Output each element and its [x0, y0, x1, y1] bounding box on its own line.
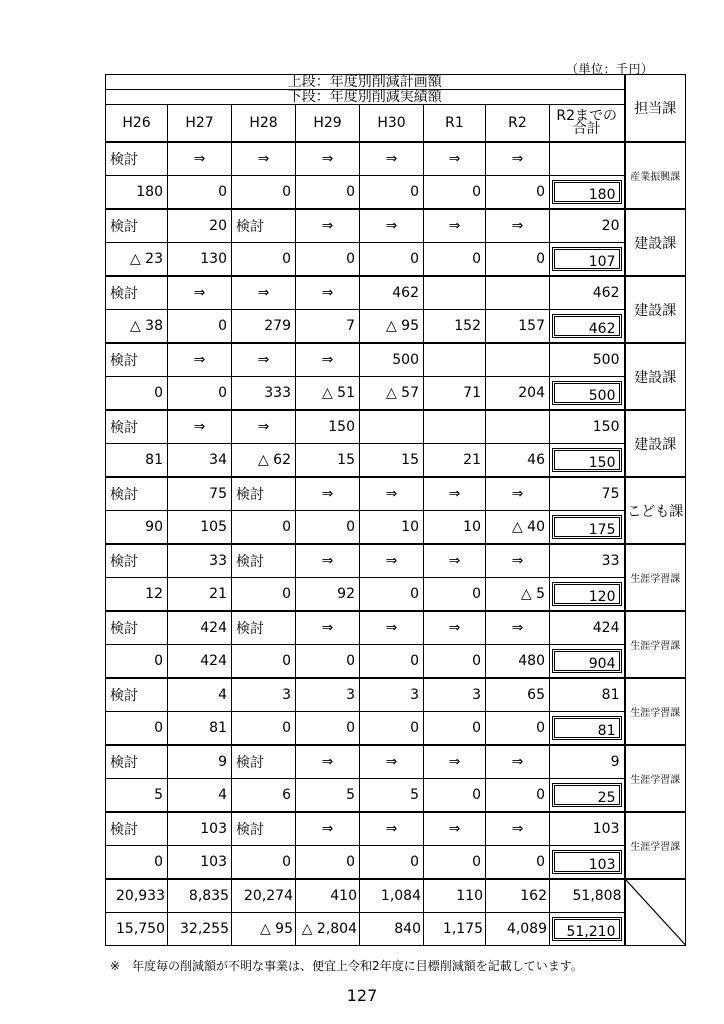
plan-cell: 462: [360, 276, 424, 310]
actual-cell: 0: [360, 712, 424, 746]
actual-cell: 0: [424, 846, 486, 880]
totals-plan-cell: 110: [424, 879, 486, 913]
actual-total-cell: [550, 779, 625, 813]
actual-row: [106, 310, 686, 344]
actual-cell: 0: [424, 176, 486, 210]
plan-cell: 検討: [106, 343, 168, 377]
plan-cell: 検討: [106, 812, 168, 846]
actual-cell: 0: [360, 243, 424, 277]
plan-cell: 33: [168, 544, 232, 578]
plan-cell: 検討: [106, 745, 168, 779]
plan-total-cell: 500: [550, 343, 625, 377]
plan-cell: 65: [486, 678, 550, 712]
actual-total-cell: [550, 645, 625, 679]
plan-cell: 3: [296, 678, 360, 712]
actual-total-box: 180: [552, 180, 622, 204]
totals-plan-cell: 1,084: [360, 879, 424, 913]
actual-cell: 0: [106, 846, 168, 880]
actual-total-box: 150: [552, 448, 622, 472]
year-header-r1: R1: [424, 105, 486, 143]
actual-total-cell: [550, 712, 625, 746]
year-header-h30: H30: [360, 105, 424, 143]
actual-cell: 0: [168, 310, 232, 344]
actual-cell: 6: [232, 779, 296, 813]
plan-total-cell: [550, 142, 625, 176]
actual-cell: 81: [168, 712, 232, 746]
actual-cell: △ 95: [360, 310, 424, 344]
plan-cell: ⇒: [360, 745, 424, 779]
totals-actual-total: [550, 913, 625, 946]
plan-cell: ⇒: [360, 812, 424, 846]
totals-actual-cell: 1,175: [424, 913, 486, 946]
plan-cell: [424, 343, 486, 377]
dept-cell: 生涯学習課: [625, 544, 686, 611]
actual-cell: 5: [360, 779, 424, 813]
actual-cell: 0: [296, 243, 360, 277]
plan-cell: ⇒: [360, 544, 424, 578]
totals-actual-total-box: 51,210: [552, 917, 622, 941]
plan-cell: [424, 410, 486, 444]
plan-cell: ⇒: [296, 142, 360, 176]
dept-cell: 生涯学習課: [625, 678, 686, 745]
totals-plan-cell: 162: [486, 879, 550, 913]
plan-row: [106, 477, 686, 511]
plan-cell: ⇒: [486, 745, 550, 779]
plan-cell: 75: [168, 477, 232, 511]
totals-plan-cell: 20,274: [232, 879, 296, 913]
actual-cell: 15: [296, 444, 360, 478]
actual-cell: 0: [486, 243, 550, 277]
plan-cell: ⇒: [360, 611, 424, 645]
r2-total-header-line2: 合計: [572, 121, 601, 137]
actual-cell: 0: [106, 377, 168, 411]
plan-row: [106, 410, 686, 444]
actual-total-box: 904: [552, 649, 622, 673]
dept-cell: 産業振興課: [625, 142, 686, 209]
actual-total-box: 500: [552, 381, 622, 405]
actual-total-cell: [550, 846, 625, 880]
actual-cell: 0: [232, 846, 296, 880]
plan-cell: 検討: [106, 209, 168, 243]
actual-total-box: 107: [552, 247, 622, 271]
actual-total-cell: [550, 243, 625, 277]
actual-cell: 71: [424, 377, 486, 411]
year-header-h29: H29: [296, 105, 360, 143]
plan-total-cell: 33: [550, 544, 625, 578]
actual-cell: 21: [424, 444, 486, 478]
plan-cell: 検討: [106, 276, 168, 310]
blank-diagonal-cell: [625, 879, 686, 946]
actual-total-box: 25: [552, 783, 622, 807]
plan-cell: ⇒: [424, 209, 486, 243]
plan-cell: ⇒: [424, 142, 486, 176]
actual-cell: 15: [360, 444, 424, 478]
dept-cell: 建設課: [625, 209, 686, 276]
plan-total-cell: 81: [550, 678, 625, 712]
r2-total-header-line1: R2までの: [556, 108, 618, 124]
footnote: ※ 年度毎の削減額が不明な事業は、便宜上令和2年度に目標削減額を記載しています。: [110, 959, 583, 973]
plan-cell: ⇒: [486, 544, 550, 578]
totals-actual-cell: 15,750: [106, 913, 168, 946]
actual-cell: 46: [486, 444, 550, 478]
budget-reduction-table: [105, 74, 686, 946]
plan-cell: 検討: [106, 678, 168, 712]
diagonal-line: [626, 880, 686, 945]
dept-cell: 生涯学習課: [625, 611, 686, 678]
actual-total-box: 81: [552, 716, 622, 740]
plan-cell: ⇒: [232, 410, 296, 444]
actual-cell: 0: [360, 846, 424, 880]
actual-total-box: 175: [552, 515, 622, 539]
actual-cell: 5: [296, 779, 360, 813]
actual-row: [106, 176, 686, 210]
actual-cell: 0: [232, 511, 296, 545]
actual-cell: △ 23: [106, 243, 168, 277]
totals-actual-cell: 32,255: [168, 913, 232, 946]
plan-cell: ⇒: [424, 812, 486, 846]
plan-cell: ⇒: [168, 276, 232, 310]
actual-row: [106, 243, 686, 277]
actual-cell: 0: [232, 645, 296, 679]
actual-row: [106, 712, 686, 746]
plan-total-cell: 462: [550, 276, 625, 310]
plan-cell: ⇒: [360, 477, 424, 511]
plan-total-cell: 424: [550, 611, 625, 645]
plan-cell: 424: [168, 611, 232, 645]
actual-cell: 34: [168, 444, 232, 478]
plan-cell: 検討: [232, 477, 296, 511]
totals-actual-cell: △ 2,804: [296, 913, 360, 946]
plan-cell: ⇒: [486, 611, 550, 645]
actual-cell: 130: [168, 243, 232, 277]
plan-row: [106, 745, 686, 779]
actual-total-cell: [550, 310, 625, 344]
totals-plan-cell: 8,835: [168, 879, 232, 913]
plan-cell: 4: [168, 678, 232, 712]
actual-legend: 下段：年度別削減実績額: [106, 90, 625, 105]
r2-total-header: [550, 105, 625, 143]
plan-cell: ⇒: [296, 745, 360, 779]
actual-cell: 152: [424, 310, 486, 344]
actual-cell: 0: [296, 176, 360, 210]
actual-cell: 92: [296, 578, 360, 612]
plan-cell: 3: [424, 678, 486, 712]
actual-cell: 0: [168, 176, 232, 210]
plan-row: [106, 209, 686, 243]
plan-cell: ⇒: [168, 142, 232, 176]
plan-cell: [360, 410, 424, 444]
plan-cell: ⇒: [296, 209, 360, 243]
actual-cell: 0: [424, 712, 486, 746]
actual-row: [106, 511, 686, 545]
dept-cell: こども課: [625, 477, 686, 544]
actual-cell: 279: [232, 310, 296, 344]
plan-legend: 上段：年度別削減計画額: [106, 75, 625, 90]
actual-cell: △ 38: [106, 310, 168, 344]
year-header-h28: H28: [232, 105, 296, 143]
actual-cell: 90: [106, 511, 168, 545]
plan-cell: ⇒: [424, 745, 486, 779]
dept-cell: 建設課: [625, 410, 686, 477]
plan-row: [106, 678, 686, 712]
actual-cell: 10: [424, 511, 486, 545]
plan-cell: 検討: [106, 410, 168, 444]
actual-cell: 0: [106, 712, 168, 746]
dept-cell: 生涯学習課: [625, 745, 686, 812]
plan-total-cell: 150: [550, 410, 625, 444]
actual-cell: 0: [106, 645, 168, 679]
actual-cell: 0: [424, 578, 486, 612]
totals-actual-row: [106, 913, 686, 946]
totals-plan-row: [106, 879, 686, 913]
actual-cell: 0: [232, 243, 296, 277]
plan-cell: 検討: [106, 611, 168, 645]
actual-row: [106, 846, 686, 880]
plan-cell: ⇒: [296, 812, 360, 846]
plan-cell: [486, 343, 550, 377]
actual-total-cell: [550, 176, 625, 210]
plan-total-cell: 103: [550, 812, 625, 846]
year-header-h26: H26: [106, 105, 168, 143]
plan-cell: 検討: [232, 544, 296, 578]
totals-actual-cell: △ 95: [232, 913, 296, 946]
plan-cell: ⇒: [486, 209, 550, 243]
plan-cell: 検討: [232, 745, 296, 779]
plan-cell: 検討: [106, 544, 168, 578]
plan-cell: 検討: [106, 142, 168, 176]
actual-total-box: 103: [552, 850, 622, 874]
plan-row: [106, 142, 686, 176]
plan-cell: 20: [168, 209, 232, 243]
actual-cell: 333: [232, 377, 296, 411]
actual-cell: 0: [486, 779, 550, 813]
plan-row: [106, 544, 686, 578]
plan-cell: 500: [360, 343, 424, 377]
actual-cell: △ 40: [486, 511, 550, 545]
plan-cell: ⇒: [486, 812, 550, 846]
plan-cell: ⇒: [296, 276, 360, 310]
actual-cell: 10: [360, 511, 424, 545]
actual-cell: 81: [106, 444, 168, 478]
plan-cell: ⇒: [424, 544, 486, 578]
actual-cell: 0: [168, 377, 232, 411]
plan-cell: 103: [168, 812, 232, 846]
actual-cell: 5: [106, 779, 168, 813]
plan-cell: ⇒: [296, 343, 360, 377]
plan-cell: 9: [168, 745, 232, 779]
actual-total-box: 462: [552, 314, 622, 338]
actual-cell: 157: [486, 310, 550, 344]
actual-cell: 0: [424, 243, 486, 277]
actual-cell: 0: [232, 176, 296, 210]
actual-cell: 0: [360, 645, 424, 679]
plan-cell: ⇒: [296, 611, 360, 645]
actual-cell: 103: [168, 846, 232, 880]
plan-cell: ⇒: [232, 276, 296, 310]
actual-cell: △ 51: [296, 377, 360, 411]
actual-cell: 12: [106, 578, 168, 612]
actual-cell: 0: [296, 846, 360, 880]
actual-cell: 105: [168, 511, 232, 545]
actual-cell: 180: [106, 176, 168, 210]
actual-cell: △ 5: [486, 578, 550, 612]
plan-total-cell: 75: [550, 477, 625, 511]
year-header-h27: H27: [168, 105, 232, 143]
totals-plan-cell: 410: [296, 879, 360, 913]
plan-total-cell: 9: [550, 745, 625, 779]
plan-cell: ⇒: [296, 544, 360, 578]
plan-cell: 検討: [106, 477, 168, 511]
actual-total-cell: [550, 444, 625, 478]
plan-cell: ⇒: [486, 477, 550, 511]
plan-cell: ⇒: [232, 343, 296, 377]
actual-cell: 0: [360, 578, 424, 612]
dept-cell: 生涯学習課: [625, 812, 686, 879]
actual-cell: 0: [360, 176, 424, 210]
actual-total-cell: [550, 578, 625, 612]
plan-row: [106, 812, 686, 846]
actual-row: [106, 377, 686, 411]
dept-cell: 建設課: [625, 276, 686, 343]
actual-cell: 424: [168, 645, 232, 679]
plan-cell: ⇒: [168, 343, 232, 377]
plan-cell: [424, 276, 486, 310]
plan-row: [106, 343, 686, 377]
actual-row: [106, 645, 686, 679]
totals-actual-cell: 4,089: [486, 913, 550, 946]
actual-cell: 0: [232, 578, 296, 612]
actual-cell: 0: [296, 712, 360, 746]
plan-cell: ⇒: [424, 477, 486, 511]
actual-row: [106, 444, 686, 478]
actual-row: [106, 779, 686, 813]
unit-label: （単位：千円）: [566, 62, 654, 76]
actual-total-cell: [550, 511, 625, 545]
actual-cell: 0: [486, 176, 550, 210]
actual-cell: 0: [486, 846, 550, 880]
plan-cell: 3: [232, 678, 296, 712]
plan-cell: 検討: [232, 611, 296, 645]
plan-cell: ⇒: [232, 142, 296, 176]
actual-cell: 204: [486, 377, 550, 411]
plan-cell: ⇒: [296, 477, 360, 511]
totals-actual-cell: 840: [360, 913, 424, 946]
plan-cell: ⇒: [360, 209, 424, 243]
year-header-r2: R2: [486, 105, 550, 143]
actual-cell: 0: [424, 645, 486, 679]
plan-cell: [486, 410, 550, 444]
plan-cell: 検討: [232, 209, 296, 243]
plan-cell: ⇒: [168, 410, 232, 444]
actual-cell: 0: [296, 645, 360, 679]
actual-cell: 7: [296, 310, 360, 344]
actual-cell: 0: [424, 779, 486, 813]
plan-row: [106, 276, 686, 310]
dept-cell: 建設課: [625, 343, 686, 410]
plan-cell: [486, 276, 550, 310]
plan-cell: 3: [360, 678, 424, 712]
plan-cell: ⇒: [424, 611, 486, 645]
actual-cell: 0: [486, 712, 550, 746]
totals-plan-total: 51,808: [550, 879, 625, 913]
actual-cell: 0: [296, 511, 360, 545]
actual-total-cell: [550, 377, 625, 411]
actual-cell: 4: [168, 779, 232, 813]
plan-row: [106, 611, 686, 645]
totals-plan-cell: 20,933: [106, 879, 168, 913]
actual-cell: 0: [232, 712, 296, 746]
plan-total-cell: 20: [550, 209, 625, 243]
actual-cell: 480: [486, 645, 550, 679]
actual-row: [106, 578, 686, 612]
plan-cell: ⇒: [486, 142, 550, 176]
plan-cell: ⇒: [360, 142, 424, 176]
page-number: 127: [346, 986, 378, 1005]
actual-cell: △ 57: [360, 377, 424, 411]
actual-cell: △ 62: [232, 444, 296, 478]
plan-cell: 検討: [232, 812, 296, 846]
plan-cell: 150: [296, 410, 360, 444]
dept-header: 担当課: [625, 75, 686, 143]
actual-cell: 21: [168, 578, 232, 612]
actual-total-box: 120: [552, 582, 622, 606]
